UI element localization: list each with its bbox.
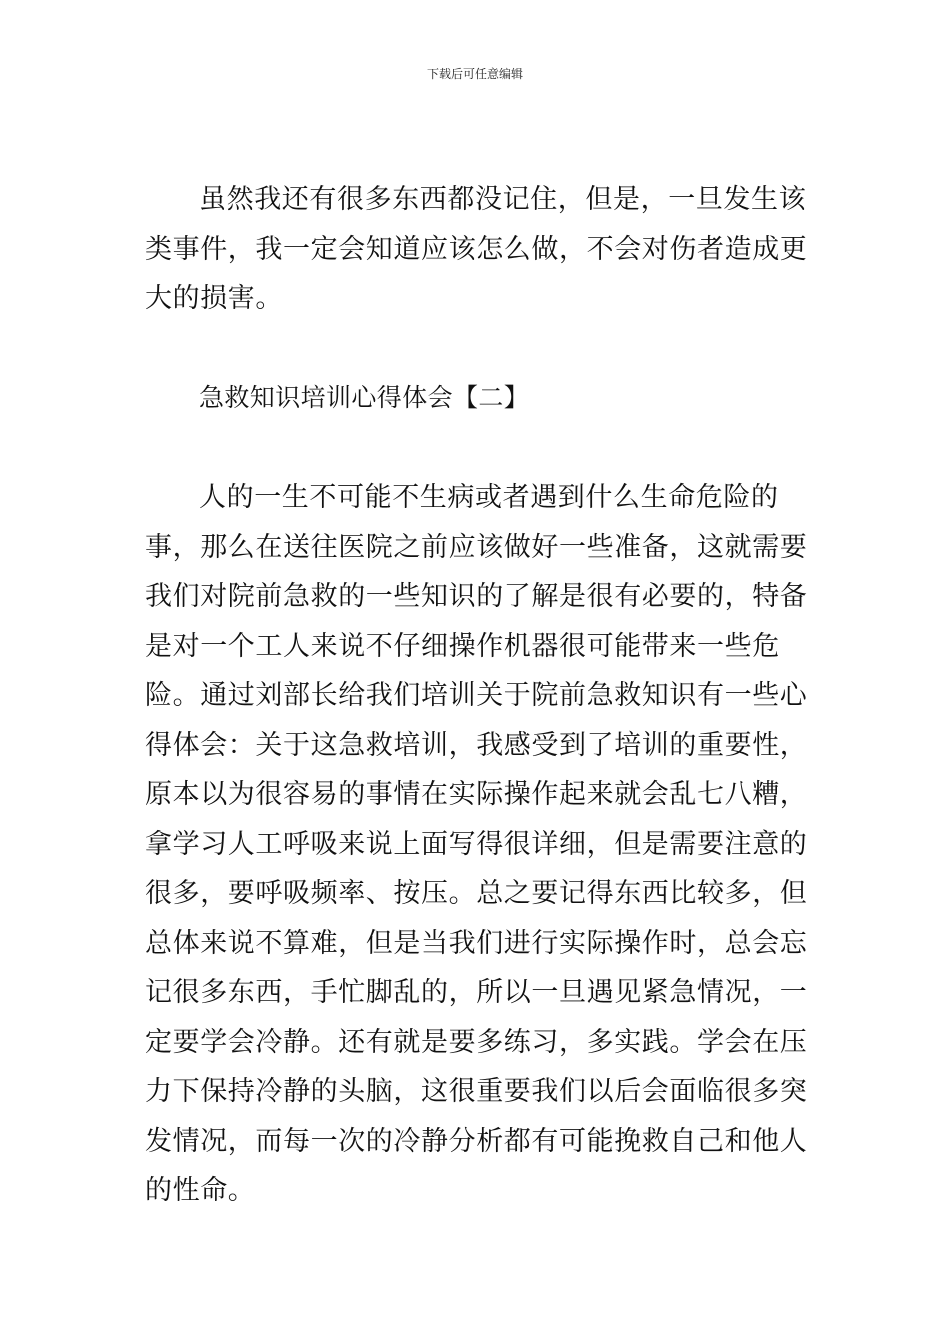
section-heading: 急救知识培训心得体会【二】: [199, 383, 530, 412]
page-header: 下载后可任意编辑: [426, 67, 523, 81]
paragraph-1: 虽然我还有很多东西都没记住，但是，一旦发生该类事件，我一定会知道应该怎么做，不会对伤者造成更大的损害。: [145, 184, 808, 314]
paragraph-2: 人的一生不可能不生病或者遇到什么生命危险的事，那么在送往医院之前应该做好一些准备，这就需要我们对院前急救的一些知识的了解是很有必要的，特备是对一个工人来说不仔细操作机器很可能带来一些危险。通过刘部长给我们培训关于院前急救知识有一些心得体会：关于这急救培训，我感受到了培训的重要性，原本以为很容易的事情在实际操作起来就会乱七八糟，拿学习人工呼吸来说上面写得很详细，但是需要注意的很多，要呼吸频率、按压。总之要记得东西比较多，但总体来说不算难，但是当我们进行实际操作时，总会忘记很多东西，手忙脚乱的，所以一旦遇见紧急情况，一定要学会冷静。还有就是要多练习，多实践。学会在压力下保持冷静的头脑，这很重要我们以后会面临很多突发情况，而每一次的冷静分析都有可能挽救自己和他人的性命。: [145, 482, 808, 1206]
